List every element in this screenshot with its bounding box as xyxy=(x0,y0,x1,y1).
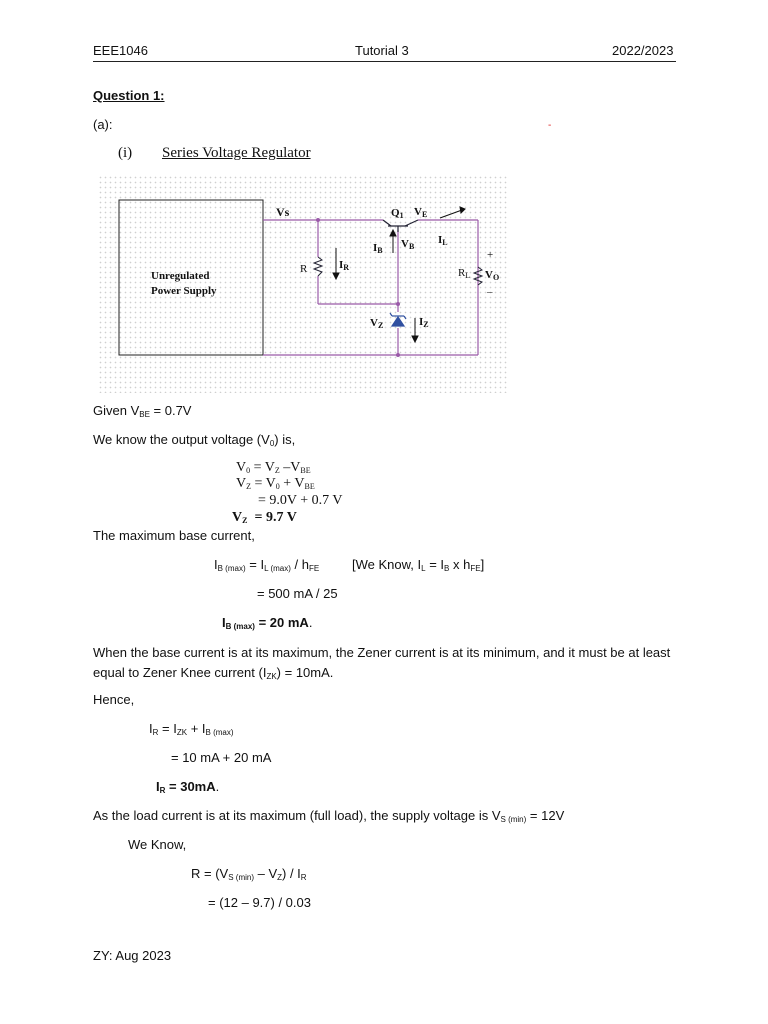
section-title: Series Voltage Regulator xyxy=(162,145,311,161)
label-supply-1: Unregulated xyxy=(151,270,210,282)
load-line: As the load current is at its maximum (full load), the supply voltage is $V_{S (min)} = 12V$ xyxy=(93,808,565,824)
label-ir: $I_R$ xyxy=(339,259,350,272)
header-tutorial: Tutorial 3 xyxy=(355,43,409,58)
junction-dots xyxy=(316,218,400,357)
ir-equation: $I_R = I_{ZK} + I_{B (max)}$ xyxy=(149,721,234,737)
when-paragraph: When the base current is at its maximum, the Zener current is at its minimum, and it must be at least equal to Zener Knee current $(I_{ZK}) = 10mA$. xyxy=(93,645,671,681)
label-vs: Vs xyxy=(276,205,290,219)
footer: ZY: Aug 2023 xyxy=(93,948,172,963)
header-divider xyxy=(93,61,676,62)
label-ib: $I_B$ xyxy=(373,242,383,255)
label-vb: $V_B$ xyxy=(401,238,415,251)
label-plus: + xyxy=(487,249,494,261)
part-label: (a): xyxy=(93,117,113,132)
circuit-diagram xyxy=(98,175,508,393)
header-course: EEE1046 xyxy=(93,43,148,58)
we-know-line: We Know, xyxy=(128,837,187,852)
label-minus: – xyxy=(487,286,493,298)
given-line: Given $V_{BE} = 0.7V$ xyxy=(93,403,192,419)
r-calc: = (12 – 9.7) / 0.03 xyxy=(208,895,311,910)
eq-1: $V_0 = V_Z$ $-V_{BE}$ xyxy=(236,460,311,475)
label-supply-2: Power Supply xyxy=(151,285,217,297)
r-equation: $R = (V_{S (min)} - V_Z) / I_R$ xyxy=(191,866,307,882)
ib-equation: $I_{B (max)} = I_{L (max)} / h_{FE}$ xyxy=(214,557,320,573)
zener-diode xyxy=(390,313,406,326)
label-vo: $V_O$ xyxy=(485,269,500,282)
eq-4: $V_Z = 9.7$ V xyxy=(232,510,297,525)
transistor-q1 xyxy=(383,220,418,232)
label-q1: $Q_1$ xyxy=(391,207,404,220)
hence-line: Hence, xyxy=(93,692,135,707)
ib-note: [We Know, $I_L = I_B$ x $h_{FE}$] xyxy=(352,557,485,573)
ir-result: $I_R = 30mA$. xyxy=(156,779,220,795)
eq-3: = 9.0V + 0.7 V xyxy=(258,493,343,508)
ir-calc: = 10 mA + 20 mA xyxy=(171,750,272,765)
label-ve: $V_E$ xyxy=(414,206,428,219)
label-vz: $V_Z$ xyxy=(370,317,384,330)
red-mark: - xyxy=(548,120,552,131)
section-number: (i) xyxy=(118,145,133,161)
label-iz: $I_Z$ xyxy=(419,316,429,329)
eq-2: $V_Z = V_0 + V_{BE}$ xyxy=(236,476,315,491)
label-r: R xyxy=(300,263,308,275)
label-il: $I_L$ xyxy=(438,234,448,247)
ib-calc: = 500 mA / 25 xyxy=(257,586,338,601)
question-heading: Question 1: xyxy=(93,88,165,103)
header-year: 2022/2023 xyxy=(612,43,674,58)
label-rl: $R_L$ xyxy=(458,267,471,280)
know-output-line: We know the output voltage $(V_0)$ is, xyxy=(93,432,296,448)
circuit-svg xyxy=(98,175,508,393)
ib-result: $I_{B (max)} = 20$ mA. xyxy=(222,615,313,631)
max-base-line: The maximum base current, xyxy=(93,528,255,543)
resistor-r xyxy=(314,257,322,276)
